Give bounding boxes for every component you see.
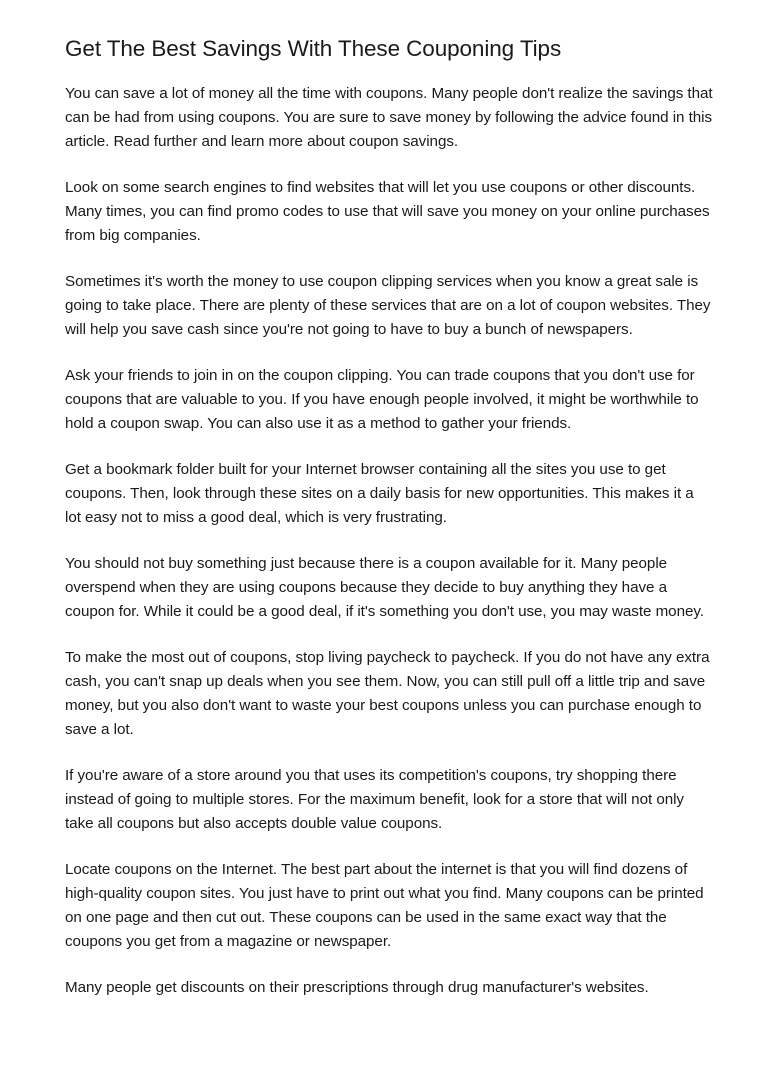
paragraph-6: You should not buy something just because there is a coupon available for it. Many people overspend when they are using coupons because they decide to buy anything they have a coupon for. While it could be a good deal, if it's something you don't use, you may waste money. xyxy=(65,555,704,620)
document-title: Get The Best Savings With These Couponing Tips xyxy=(65,36,562,61)
paragraph-2: Look on some search engines to find websites that will let you use coupons or other discounts. Many times, you can find promo codes to use that will save you money on your online purchases from big companies. xyxy=(65,179,710,244)
paragraph-3: Sometimes it's worth the money to use coupon clipping services when you know a great sale is going to take place. There are plenty of these services that are on a lot of coupon websites. They will help you save cash since you're not going to have to buy a bunch of newspapers. xyxy=(65,273,711,338)
paragraph-1: You can save a lot of money all the time with coupons. Many people don't realize the savings that can be had from using coupons. You are sure to save money by following the advice found in this article. Read further and learn more about coupon savings. xyxy=(65,85,713,150)
paragraph-5: Get a bookmark folder built for your Internet browser containing all the sites you use to get coupons. Then, look through these sites on a daily basis for new opportunities. This makes it a lot easy not to miss a good deal, which is very frustrating. xyxy=(65,461,694,526)
paragraph-7: To make the most out of coupons, stop living paycheck to paycheck. If you do not have any extra cash, you can't snap up deals when you see them. Now, you can still pull off a little trip and save money, but you also don't want to waste your best coupons unless you can purchase enough to save a lot. xyxy=(65,649,710,738)
document-page xyxy=(65,34,713,1022)
paragraph-10: Many people get discounts on their prescriptions through drug manufacturer's websites. xyxy=(65,979,649,996)
paragraph-4: Ask your friends to join in on the coupon clipping. You can trade coupons that you don't use for coupons that are valuable to you. If you have enough people involved, it might be worthwhile to hold a coupon swap. You can also use it as a method to gather your friends. xyxy=(65,367,699,432)
paragraph-9: Locate coupons on the Internet. The best part about the internet is that you will find dozens of high-quality coupon sites. You just have to print out what you find. Many coupons can be printed on one page and then cut out. These coupons can be used in the same exact way that the coupons you get from a magazine or newspaper. xyxy=(65,861,704,950)
paragraph-8: If you're aware of a store around you that uses its competition's coupons, try shopping there instead of going to multiple stores. For the maximum benefit, look for a store that will not only take all coupons but also accepts double value coupons. xyxy=(65,767,684,832)
